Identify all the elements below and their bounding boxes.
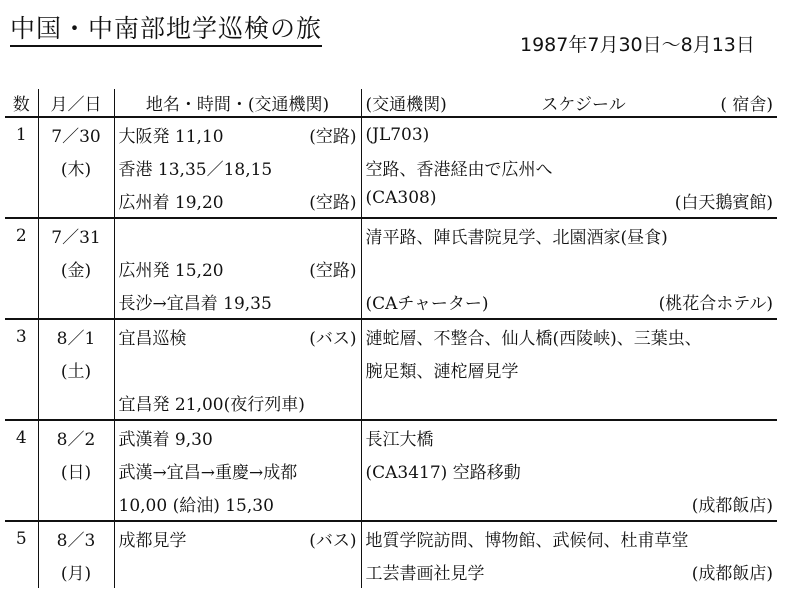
day-number: 4 (5, 420, 38, 454)
schedule-text: 清平路、陣氏書院見学、北園酒家(昼食) (365, 228, 668, 248)
date-cell: 7／31 (38, 218, 114, 252)
schedule-cell (361, 386, 777, 420)
schedule-cell (361, 487, 777, 521)
date-cell (38, 184, 114, 218)
schedule-cell (361, 285, 777, 319)
date-cell (38, 487, 114, 521)
date-cell: 8／2 (38, 420, 114, 454)
day-number (5, 555, 38, 588)
day-number: 3 (5, 319, 38, 353)
day-number (5, 151, 38, 184)
place-cell (114, 420, 361, 454)
table-row (5, 454, 777, 487)
schedule-text: 工芸書画社見学 (365, 564, 485, 584)
day-number (5, 285, 38, 319)
header-lodging: ( 宿舎) (720, 95, 773, 115)
day-number (5, 184, 38, 218)
header-date: 月／日 (38, 89, 114, 117)
transport-mode: (空路) (309, 127, 357, 147)
day-number (5, 252, 38, 285)
table-row (5, 386, 777, 420)
header-schedule: スケジール (541, 95, 626, 115)
header-place-time: 地名・時間・(交通機関) (114, 89, 361, 117)
schedule-text: 漣蛇層、不整合、仙人橋(西陵峡)、三葉虫、 (365, 329, 702, 349)
place-time: 武漢→宜昌→重慶→成都 (118, 463, 298, 483)
table-row (5, 117, 777, 151)
lodging: (成都飯店) (691, 496, 773, 516)
schedule-text: (CA308) (365, 188, 437, 208)
place-time: 成都見学 (118, 531, 187, 551)
date-cell (38, 285, 114, 319)
table-row (5, 218, 777, 252)
schedule-text: 地質学院訪問、博物館、武候伺、杜甫草堂 (365, 531, 689, 551)
place-cell (114, 521, 361, 555)
place-cell (114, 454, 361, 487)
schedule-cell (361, 353, 777, 386)
day-number: 2 (5, 218, 38, 252)
place-cell (114, 218, 361, 252)
header-day-number: 数 (5, 89, 38, 117)
place-cell (114, 353, 361, 386)
table-row (5, 487, 777, 521)
date-cell: 8／3 (38, 521, 114, 555)
table-row (5, 184, 777, 218)
table-row (5, 353, 777, 386)
place-time: 香港 13,35／18,15 (118, 160, 273, 180)
header-transport: (交通機関) (365, 95, 447, 115)
place-time: 武漢着 9,30 (118, 430, 213, 450)
place-cell (114, 252, 361, 285)
place-time: 広州着 19,20 (118, 193, 224, 213)
table-row (5, 319, 777, 353)
table-row (5, 555, 777, 588)
date-cell: (日) (38, 454, 114, 487)
day-number (5, 386, 38, 420)
table-row (5, 252, 777, 285)
day-number (5, 353, 38, 386)
table-header-row (5, 89, 777, 117)
place-cell (114, 117, 361, 151)
schedule-cell (361, 521, 777, 555)
place-cell (114, 184, 361, 218)
place-time: 宜昌発 21,00(夜行列車) (118, 395, 305, 415)
schedule-cell (361, 218, 777, 252)
table-row (5, 521, 777, 555)
place-cell (114, 285, 361, 319)
schedule-text: (CAチャーター) (365, 294, 489, 314)
day-number (5, 454, 38, 487)
transport-mode: (空路) (309, 261, 357, 281)
date-cell: 7／30 (38, 117, 114, 151)
place-time: 広州発 15,20 (118, 261, 224, 281)
place-cell (114, 487, 361, 521)
lodging: (成都飯店) (691, 564, 773, 584)
schedule-cell (361, 319, 777, 353)
day-number: 5 (5, 521, 38, 555)
trip-dates: 1987年7月30日～8月13日 (520, 34, 755, 56)
schedule-cell (361, 151, 777, 184)
place-time: 宜昌巡検 (118, 329, 187, 349)
place-time: 10,00 (給油) 15,30 (118, 496, 274, 516)
table-row (5, 151, 777, 184)
transport-mode: (空路) (309, 193, 357, 213)
date-cell (38, 386, 114, 420)
itinerary-table (5, 89, 777, 588)
date-cell: (月) (38, 555, 114, 588)
table-row (5, 285, 777, 319)
schedule-text: 長江大橋 (365, 430, 434, 450)
header-schedule-cell (361, 89, 777, 117)
schedule-text: 腕足類、漣柁層見学 (365, 362, 519, 382)
place-cell (114, 319, 361, 353)
date-cell: (土) (38, 353, 114, 386)
schedule-cell (361, 252, 777, 285)
schedule-text: (JL703) (365, 124, 430, 145)
schedule-cell (361, 184, 777, 218)
place-time: 大阪発 11,10 (118, 127, 224, 147)
transport-mode: (バス) (309, 329, 357, 349)
schedule-text: (CA3417) 空路移動 (365, 463, 521, 483)
date-cell: 8／1 (38, 319, 114, 353)
transport-mode: (バス) (309, 531, 357, 551)
lodging: (桃花合ホテル) (658, 294, 773, 314)
date-cell: (木) (38, 151, 114, 184)
table-row (5, 420, 777, 454)
place-time: 長沙→宜昌着 19,35 (118, 294, 272, 314)
day-number (5, 487, 38, 521)
schedule-text: 空路、香港経由で広州へ (365, 160, 553, 180)
lodging: (白天鵝賓館) (674, 193, 773, 213)
schedule-cell (361, 420, 777, 454)
place-cell (114, 151, 361, 184)
schedule-cell (361, 454, 777, 487)
schedule-cell (361, 555, 777, 588)
day-number: 1 (5, 117, 38, 151)
document-title: 中国・中南部地学巡検の旅 (10, 14, 322, 47)
schedule-cell (361, 117, 777, 151)
place-cell (114, 386, 361, 420)
date-cell: (金) (38, 252, 114, 285)
place-cell (114, 555, 361, 588)
